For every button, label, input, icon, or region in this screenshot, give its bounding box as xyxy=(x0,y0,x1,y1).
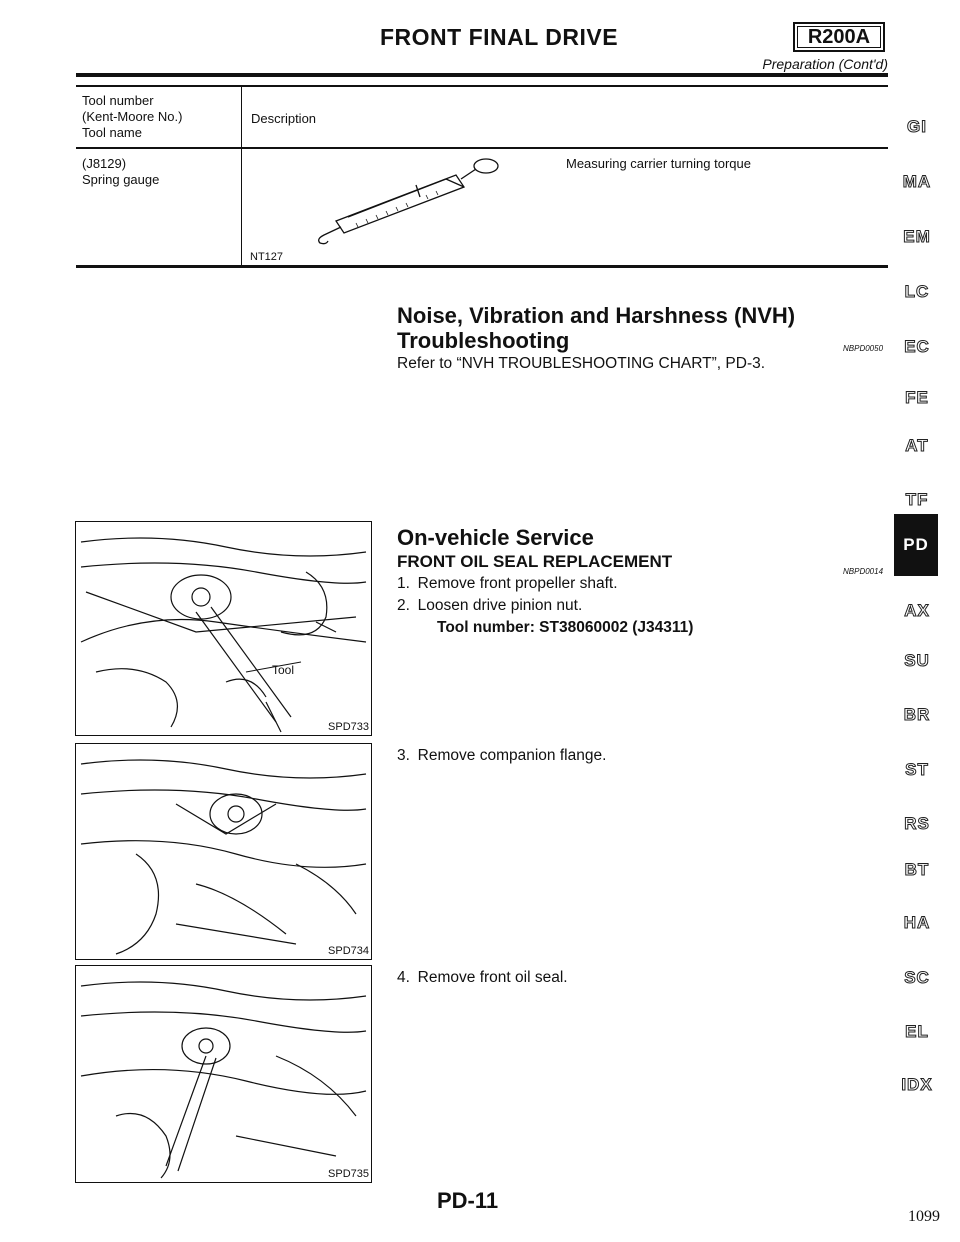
figure-3-code: SPD735 xyxy=(328,1168,369,1180)
tab-rs[interactable]: RS xyxy=(904,814,930,833)
tab-el[interactable]: EL xyxy=(905,1022,929,1041)
service-ref-code: NBPD0014 xyxy=(843,567,884,576)
tool-number-note: Tool number: ST38060002 (J34311) xyxy=(437,619,694,636)
sequence-number: 1099 xyxy=(908,1208,940,1225)
step-2: 2. Loosen drive pinion nut. xyxy=(397,597,583,614)
tab-st[interactable]: ST xyxy=(905,760,929,779)
tab-gi[interactable]: GI xyxy=(907,117,927,136)
tab-ec[interactable]: EC xyxy=(904,337,930,356)
nvh-title-line1: Noise, Vibration and Harshness (NVH) xyxy=(397,303,796,328)
figure-tool-label: Tool xyxy=(272,663,295,677)
tab-at[interactable]: AT xyxy=(905,436,929,455)
step-3: 3. Remove companion flange. xyxy=(397,747,607,764)
tab-ma[interactable]: MA xyxy=(902,172,932,191)
step-1: 1. Remove front propeller shaft. xyxy=(397,575,618,592)
tab-idx[interactable]: IDX xyxy=(901,1075,933,1094)
spring-gauge-illustration xyxy=(296,151,526,251)
tab-lc[interactable]: LC xyxy=(904,282,930,301)
figure-1-code: SPD733 xyxy=(328,721,369,733)
figure-remove-companion-flange xyxy=(75,743,372,960)
tab-sc[interactable]: SC xyxy=(904,968,930,987)
tab-ax[interactable]: AX xyxy=(904,601,930,620)
tool-figure-code: NT127 xyxy=(250,251,284,263)
tab-bt[interactable]: BT xyxy=(904,860,930,879)
tab-br[interactable]: BR xyxy=(903,705,931,724)
figure-remove-propeller-shaft xyxy=(75,521,372,736)
model-code-badge: R200A xyxy=(793,22,885,52)
header-rule xyxy=(76,73,888,77)
tab-em[interactable]: EM xyxy=(903,227,931,246)
table-head-description: Description xyxy=(251,111,317,126)
figure-remove-oil-seal xyxy=(75,965,372,1183)
undercarriage-illustration-3 xyxy=(76,966,372,1183)
table-column-divider xyxy=(241,85,242,267)
tab-fe[interactable]: FE xyxy=(905,388,929,407)
nvh-title-line2: Troubleshooting xyxy=(397,328,570,353)
table-head-tool: Tool number (Kent-Moore No.) Tool name xyxy=(82,93,183,140)
tab-tf[interactable]: TF xyxy=(905,490,929,509)
step-4: 4. Remove front oil seal. xyxy=(397,969,568,986)
page-number: PD-11 xyxy=(437,1188,499,1213)
tool-description: Measuring carrier turning torque xyxy=(566,156,751,171)
nvh-ref-code: NBPD0050 xyxy=(843,344,884,353)
page-title: FRONT FINAL DRIVE xyxy=(380,24,619,50)
table-header-rule xyxy=(76,147,888,149)
tab-ha[interactable]: HA xyxy=(903,913,931,932)
nvh-reference-text: Refer to “NVH TROUBLESHOOTING CHART”, PD-3. xyxy=(397,355,766,372)
page-subtitle: Preparation (Cont'd) xyxy=(762,56,888,72)
table-bottom-rule xyxy=(76,265,888,268)
tab-su[interactable]: SU xyxy=(904,651,930,670)
tool-name: (J8129) Spring gauge xyxy=(82,156,160,187)
undercarriage-illustration-1 xyxy=(76,522,372,736)
service-subtitle: FRONT OIL SEAL REPLACEMENT xyxy=(397,552,673,571)
undercarriage-illustration-2 xyxy=(76,744,372,960)
service-title: On-vehicle Service xyxy=(397,525,594,550)
table-top-rule xyxy=(76,85,888,87)
tool-table xyxy=(76,85,888,270)
tab-pd-active[interactable]: PD xyxy=(894,514,938,576)
figure-2-code: SPD734 xyxy=(328,945,369,957)
